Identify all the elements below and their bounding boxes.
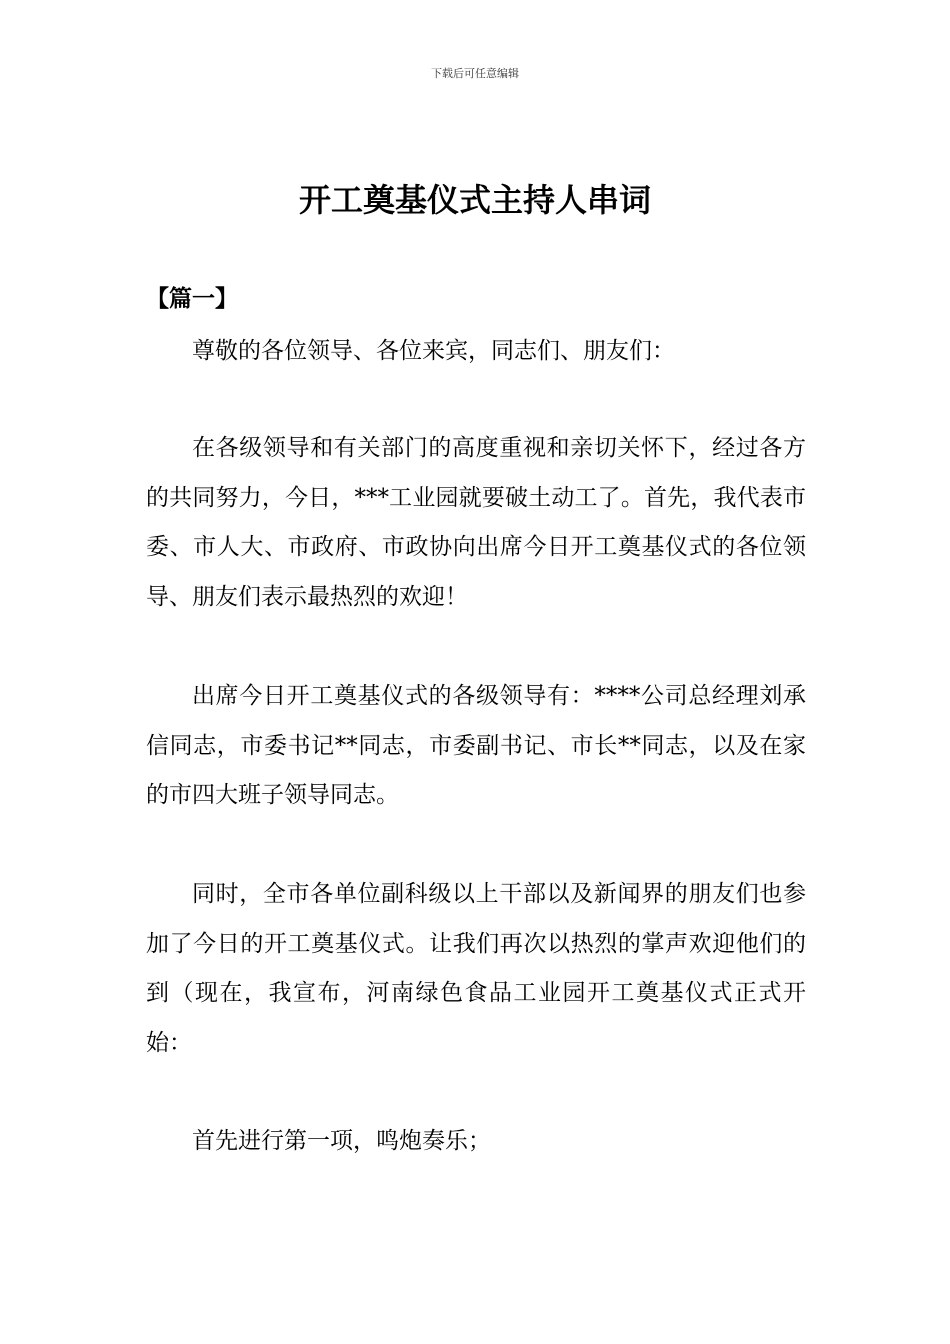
paragraph-welcome: 在各级领导和有关部门的高度重视和亲切关怀下，经过各方的共同努力，今日，***工业园就要破土动工了。首先，我代表市委、市人大、市政府、市政协向出席今日开工奠基仪式的各位领导、朋友们表示最热烈的欢迎！ <box>146 435 806 610</box>
paragraph-opening: 同时，全市各单位副科级以上干部以及新闻界的朋友们也参加了今日的开工奠基仪式。让我们再次以热烈的掌声欢迎他们的到（现在，我宣布，河南绿色食品工业园开工奠基仪式正式开始： <box>146 881 806 1056</box>
paragraph-first-item: 首先进行第一项，鸣炮奏乐； <box>192 1128 491 1154</box>
section-label: 【篇一】 <box>146 285 238 312</box>
paragraph-attendees: 出席今日开工奠基仪式的各级领导有：****公司总经理刘承信同志，市委书记**同志，市委副书记、市长**同志，以及在家的市四大班子领导同志。 <box>146 683 806 808</box>
paragraph-greeting: 尊敬的各位领导、各位来宾，同志们、朋友们： <box>192 338 675 364</box>
header-note: 下载后可任意编辑 <box>431 67 519 80</box>
document-title: 开工奠基仪式主持人串词 <box>298 181 651 219</box>
